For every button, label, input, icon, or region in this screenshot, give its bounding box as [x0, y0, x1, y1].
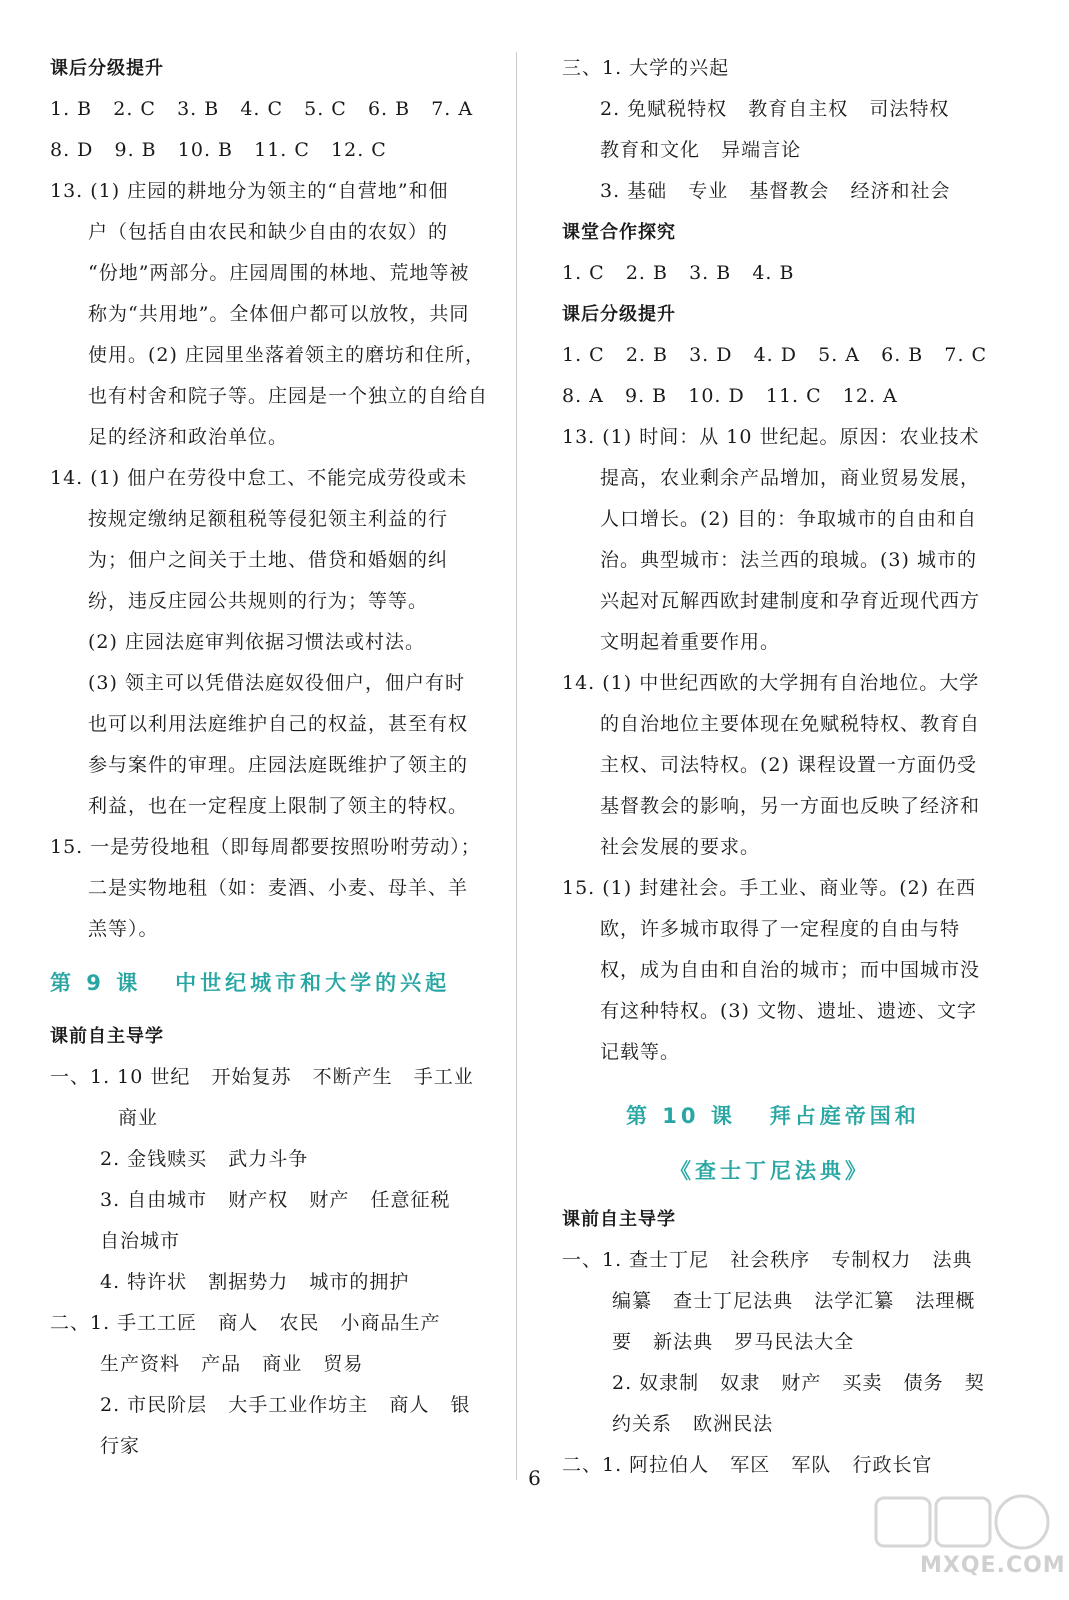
q13-line: 人口增长。(2) 目的：争取城市的自由和自 — [600, 508, 977, 530]
q14-line: 也可以利用法庭维护自己的权益，甚至有权 — [88, 713, 469, 735]
lesson-9-title: 第 9 课 中世纪城市和大学的兴起 — [50, 971, 451, 995]
q13-line: 户（包括自由农民和缺少自由的农奴）的 — [88, 221, 449, 243]
part-two-line: 生产资料 产品 商业 贸易 — [100, 1353, 364, 1375]
part-one-line: 2. 奴隶制 奴隶 财产 买卖 债务 契 — [612, 1372, 985, 1394]
part-one-line: 3. 自由城市 财产权 财产 任意征税 — [100, 1189, 451, 1211]
part-one-line: 一、1. 10 世纪 开始复苏 不断产生 手工业 — [50, 1066, 474, 1088]
q13-line: 提高，农业剩余产品增加，商业贸易发展， — [600, 467, 981, 489]
section-heading: 课前自主导学 — [50, 1026, 164, 1047]
q14-line: 纷，违反庄园公共规则的行为；等等。 — [88, 590, 429, 612]
q14-line: 基督教会的影响，另一方面也反映了经济和 — [600, 795, 981, 817]
q14-line: 按规定缴纳足额租税等侵犯领主利益的行 — [88, 508, 449, 530]
q13-line: 13. (1) 时间：从 10 世纪起。原因：农业技术 — [562, 426, 980, 448]
q15-line: 权，成为自由和自治的城市；而中国城市没 — [600, 959, 981, 981]
q14-line: (3) 领主可以凭借法庭奴役佃户，佃户有时 — [88, 672, 465, 694]
lesson-10-subtitle: 《查士丁尼法典》 — [670, 1159, 870, 1183]
page-number: 6 — [528, 1466, 541, 1490]
section-heading: 课后分级提升 — [50, 58, 164, 79]
watermark-url: MXQE.COM — [920, 1553, 1066, 1578]
q13-line: 文明起着重要作用。 — [600, 631, 781, 653]
answer-line: 1. C 2. B 3. D 4. D 5. A 6. B 7. C — [562, 344, 988, 366]
q13-line: 使用。(2) 庄园里坐落着领主的磨坊和住所， — [88, 344, 485, 366]
q14-line: (2) 庄园法庭审判依据习惯法或村法。 — [88, 631, 425, 653]
q15-line: 15. 一是劳役地租（即每周都要按照吩咐劳动）； — [50, 836, 481, 858]
q14-line: 社会发展的要求。 — [600, 836, 761, 858]
lesson-10-title: 第 10 课 拜占庭帝国和 — [626, 1104, 920, 1128]
answer-line: 8. A 9. B 10. D 11. C 12. A — [562, 385, 898, 407]
q15-line: 羔等）。 — [88, 918, 159, 940]
q14-line: 利益，也在一定程度上限制了领主的特权。 — [88, 795, 469, 817]
part-one-line: 一、1. 查士丁尼 社会秩序 专制权力 法典 — [562, 1249, 973, 1271]
section-heading: 课堂合作探究 — [562, 222, 676, 243]
part-three-line: 3. 基础 专业 基督教会 经济和社会 — [600, 180, 951, 202]
left-column — [50, 48, 490, 1467]
part-one-line: 4. 特许状 割据势力 城市的拥护 — [100, 1271, 410, 1293]
q15-line: 二是实物地租（如：麦酒、小麦、母羊、羊 — [88, 877, 469, 899]
q14-line: 主权、司法特权。(2) 课程设置一方面仍受 — [600, 754, 977, 776]
answer-line: 1. C 2. B 3. B 4. B — [562, 262, 795, 284]
part-two-line: 行家 — [100, 1435, 141, 1457]
q14-line: 14. (1) 中世纪西欧的大学拥有自治地位。大学 — [562, 672, 980, 694]
part-three-line: 教育和文化 异端言论 — [600, 139, 802, 161]
part-one-line: 要 新法典 罗马民法大全 — [612, 1331, 855, 1353]
q14-line: 为；佃户之间关于土地、借贷和婚姻的纠 — [88, 549, 449, 571]
q13-line: 兴起对瓦解西欧封建制度和孕育近现代西方 — [600, 590, 981, 612]
q14-line: 14. (1) 佃户在劳役中怠工、不能完成劳役或未 — [50, 467, 468, 489]
part-one-line: 2. 金钱赎买 武力斗争 — [100, 1148, 309, 1170]
answer-line: 8. D 9. B 10. B 11. C 12. C — [50, 139, 387, 161]
q15-line: 15. (1) 封建社会。手工业、商业等。(2) 在西 — [562, 877, 977, 899]
q13-line: 治。典型城市：法兰西的琅城。(3) 城市的 — [600, 549, 977, 571]
q13-line: 足的经济和政治单位。 — [88, 426, 289, 448]
answer-line: 1. B 2. C 3. B 4. C 5. C 6. B 7. A — [50, 98, 474, 120]
part-three-line: 2. 免赋税特权 教育自主权 司法特权 — [600, 98, 950, 120]
part-one-line: 自治城市 — [100, 1230, 181, 1252]
section-heading: 课后分级提升 — [562, 304, 676, 325]
q13-line: 也有村舍和院子等。庄园是一个独立的自给自 — [88, 385, 489, 407]
part-two-line: 二、1. 阿拉伯人 军区 军队 行政长官 — [562, 1454, 933, 1476]
q15-line: 记载等。 — [600, 1041, 681, 1063]
q14-line: 参与案件的审理。庄园法庭既维护了领主的 — [88, 754, 469, 776]
part-three-line: 三、1. 大学的兴起 — [562, 57, 730, 79]
part-two-line: 二、1. 手工工匠 商人 农民 小商品生产 — [50, 1312, 441, 1334]
part-two-line: 2. 市民阶层 大手工业作坊主 商人 银 — [100, 1394, 471, 1416]
q14-line: 的自治地位主要体现在免赋税特权、教育自 — [600, 713, 981, 735]
part-one-line: 编纂 查士丁尼法典 法学汇纂 法理概 — [612, 1290, 976, 1312]
q13-line: 13. (1) 庄园的耕地分为领主的“自营地”和佃 — [50, 180, 449, 202]
column-divider — [516, 52, 517, 1480]
part-one-line: 商业 — [118, 1107, 159, 1129]
right-column — [562, 48, 1002, 1486]
q15-line: 有这种特权。(3) 文物、遗址、遗迹、文字 — [600, 1000, 977, 1022]
q13-line: 称为“共用地”。全体佃户都可以放牧，共同 — [88, 303, 470, 325]
section-heading: 课前自主导学 — [562, 1209, 676, 1230]
q13-line: “份地”两部分。庄园周围的林地、荒地等被 — [88, 262, 470, 284]
part-one-line: 约关系 欧洲民法 — [612, 1413, 774, 1435]
q15-line: 欧，许多城市取得了一定程度的自由与特 — [600, 918, 961, 940]
